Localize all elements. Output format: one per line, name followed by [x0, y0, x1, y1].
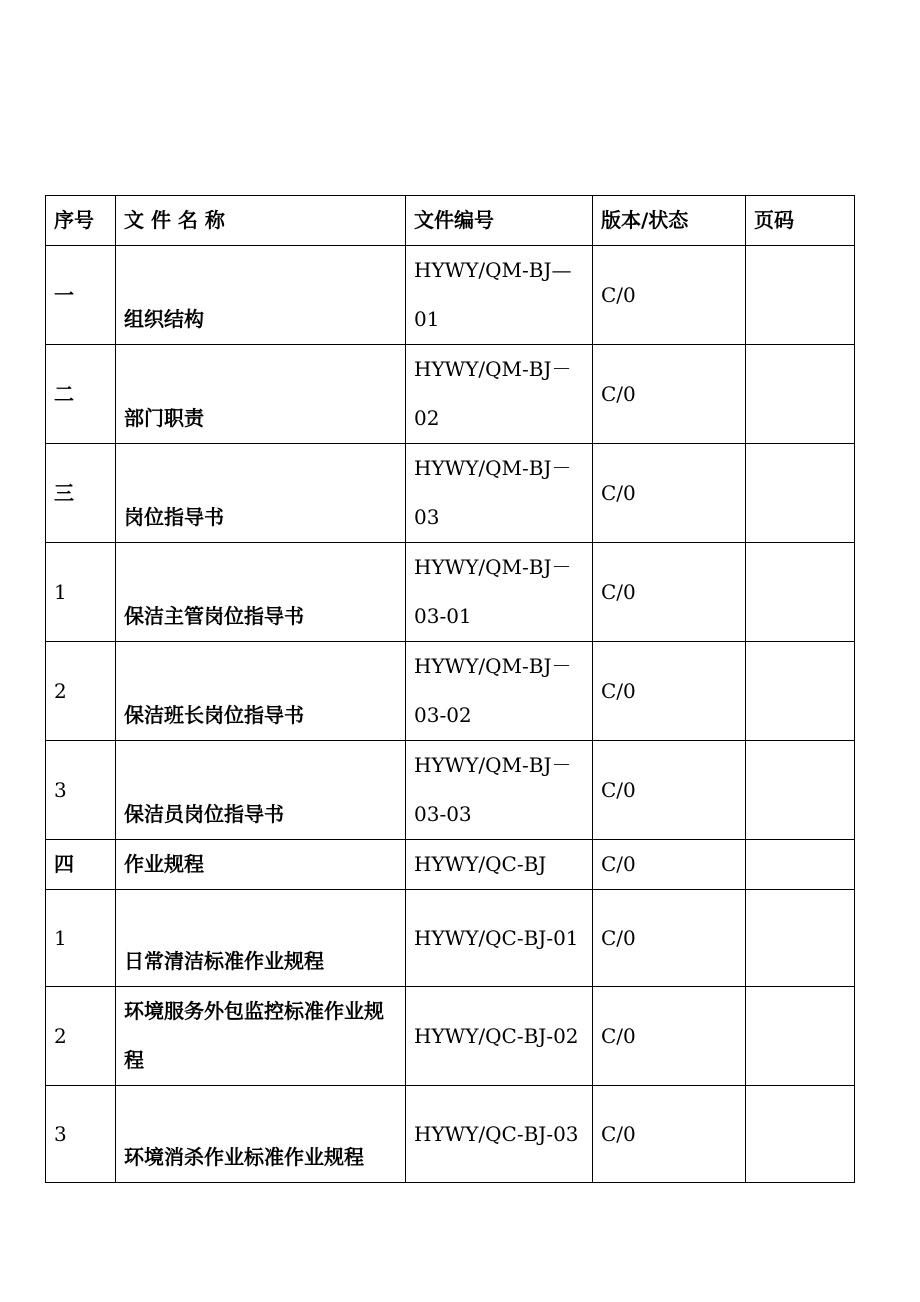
document-index-table — [45, 195, 855, 1183]
row-page — [746, 543, 855, 642]
row-code-text: HYWY/QC-BJ-01 — [414, 925, 579, 950]
row-version: C/0 — [593, 890, 746, 987]
table-row — [46, 890, 855, 987]
row-version: C/0 — [593, 741, 746, 840]
row-version: C/0 — [593, 1086, 746, 1183]
table-row — [46, 1086, 855, 1183]
row-code-text: HYWY/QC-BJ — [414, 852, 547, 876]
table-row — [46, 543, 855, 642]
row-code-text: HYWY/QM-BJ—01 — [414, 258, 572, 331]
row-version: C/0 — [593, 987, 746, 1086]
row-code — [406, 345, 593, 444]
row-code-text: HYWY/QM-BJ－03-01 — [414, 555, 572, 628]
header-seq-label: 序号 — [54, 208, 94, 232]
row-code — [406, 543, 593, 642]
row-seq: 2 — [46, 987, 116, 1086]
table-row — [46, 642, 855, 741]
row-name — [116, 345, 406, 444]
row-seq: 四 — [46, 840, 116, 890]
row-version: C/0 — [593, 840, 746, 890]
table-header-row — [46, 196, 855, 246]
header-name — [116, 196, 406, 246]
header-page-label: 页码 — [754, 208, 794, 232]
row-code-text: HYWY/QM-BJ－03-03 — [414, 753, 572, 826]
row-page — [746, 345, 855, 444]
row-version: C/0 — [593, 246, 746, 345]
row-page — [746, 642, 855, 741]
header-version — [593, 196, 746, 246]
row-version: C/0 — [593, 444, 746, 543]
row-name — [116, 642, 406, 741]
row-code — [406, 444, 593, 543]
header-code — [406, 196, 593, 246]
row-name-text: 组织结构 — [124, 307, 204, 331]
row-code-text: HYWY/QM-BJ－03-02 — [414, 654, 572, 727]
row-name — [116, 444, 406, 543]
row-name-text: 环境消杀作业标准作业规程 — [124, 1145, 364, 1169]
row-version: C/0 — [593, 345, 746, 444]
row-seq: 3 — [46, 1086, 116, 1183]
row-code — [406, 642, 593, 741]
row-code-text: HYWY/QC-BJ-03 — [414, 1121, 579, 1146]
row-seq: 三 — [46, 444, 116, 543]
row-name-text: 岗位指导书 — [124, 505, 224, 529]
row-name — [116, 1086, 406, 1183]
row-name — [116, 840, 406, 890]
row-seq: 一 — [46, 246, 116, 345]
row-name — [116, 246, 406, 345]
table-row — [46, 246, 855, 345]
row-page — [746, 890, 855, 987]
header-version-label: 版本/状态 — [601, 208, 689, 232]
table-row — [46, 741, 855, 840]
row-name — [116, 890, 406, 987]
row-code — [406, 1086, 593, 1183]
row-code — [406, 840, 593, 890]
row-name — [116, 987, 406, 1086]
row-name — [116, 741, 406, 840]
row-page — [746, 246, 855, 345]
table-row — [46, 444, 855, 543]
header-code-label: 文件编号 — [414, 208, 494, 232]
header-page — [746, 196, 855, 246]
row-page — [746, 840, 855, 890]
row-code — [406, 890, 593, 987]
row-name-text: 环境服务外包监控标准作业规程 — [124, 999, 384, 1072]
row-name-text: 日常清洁标准作业规程 — [124, 949, 324, 973]
row-page — [746, 741, 855, 840]
row-code-text: HYWY/QM-BJ－02 — [414, 357, 572, 430]
row-code — [406, 246, 593, 345]
row-seq: 2 — [46, 642, 116, 741]
table-row — [46, 987, 855, 1086]
row-version: C/0 — [593, 642, 746, 741]
table-row — [46, 840, 855, 890]
row-seq: 1 — [46, 543, 116, 642]
row-name-text: 部门职责 — [124, 406, 204, 430]
row-seq: 1 — [46, 890, 116, 987]
row-version: C/0 — [593, 543, 746, 642]
row-name-text: 作业规程 — [124, 852, 204, 876]
row-code — [406, 741, 593, 840]
row-seq: 二 — [46, 345, 116, 444]
row-page — [746, 1086, 855, 1183]
row-name-text: 保洁班长岗位指导书 — [124, 703, 304, 727]
table-row — [46, 345, 855, 444]
row-name-text: 保洁主管岗位指导书 — [124, 604, 304, 628]
header-seq — [46, 196, 116, 246]
row-code-text: HYWY/QM-BJ－03 — [414, 456, 572, 529]
row-page — [746, 444, 855, 543]
row-name-text: 保洁员岗位指导书 — [124, 802, 284, 826]
row-name — [116, 543, 406, 642]
row-code-text: HYWY/QC-BJ-02 — [414, 1023, 579, 1048]
row-code — [406, 987, 593, 1086]
row-page — [746, 987, 855, 1086]
row-seq: 3 — [46, 741, 116, 840]
header-name-label: 文 件 名 称 — [124, 208, 225, 232]
